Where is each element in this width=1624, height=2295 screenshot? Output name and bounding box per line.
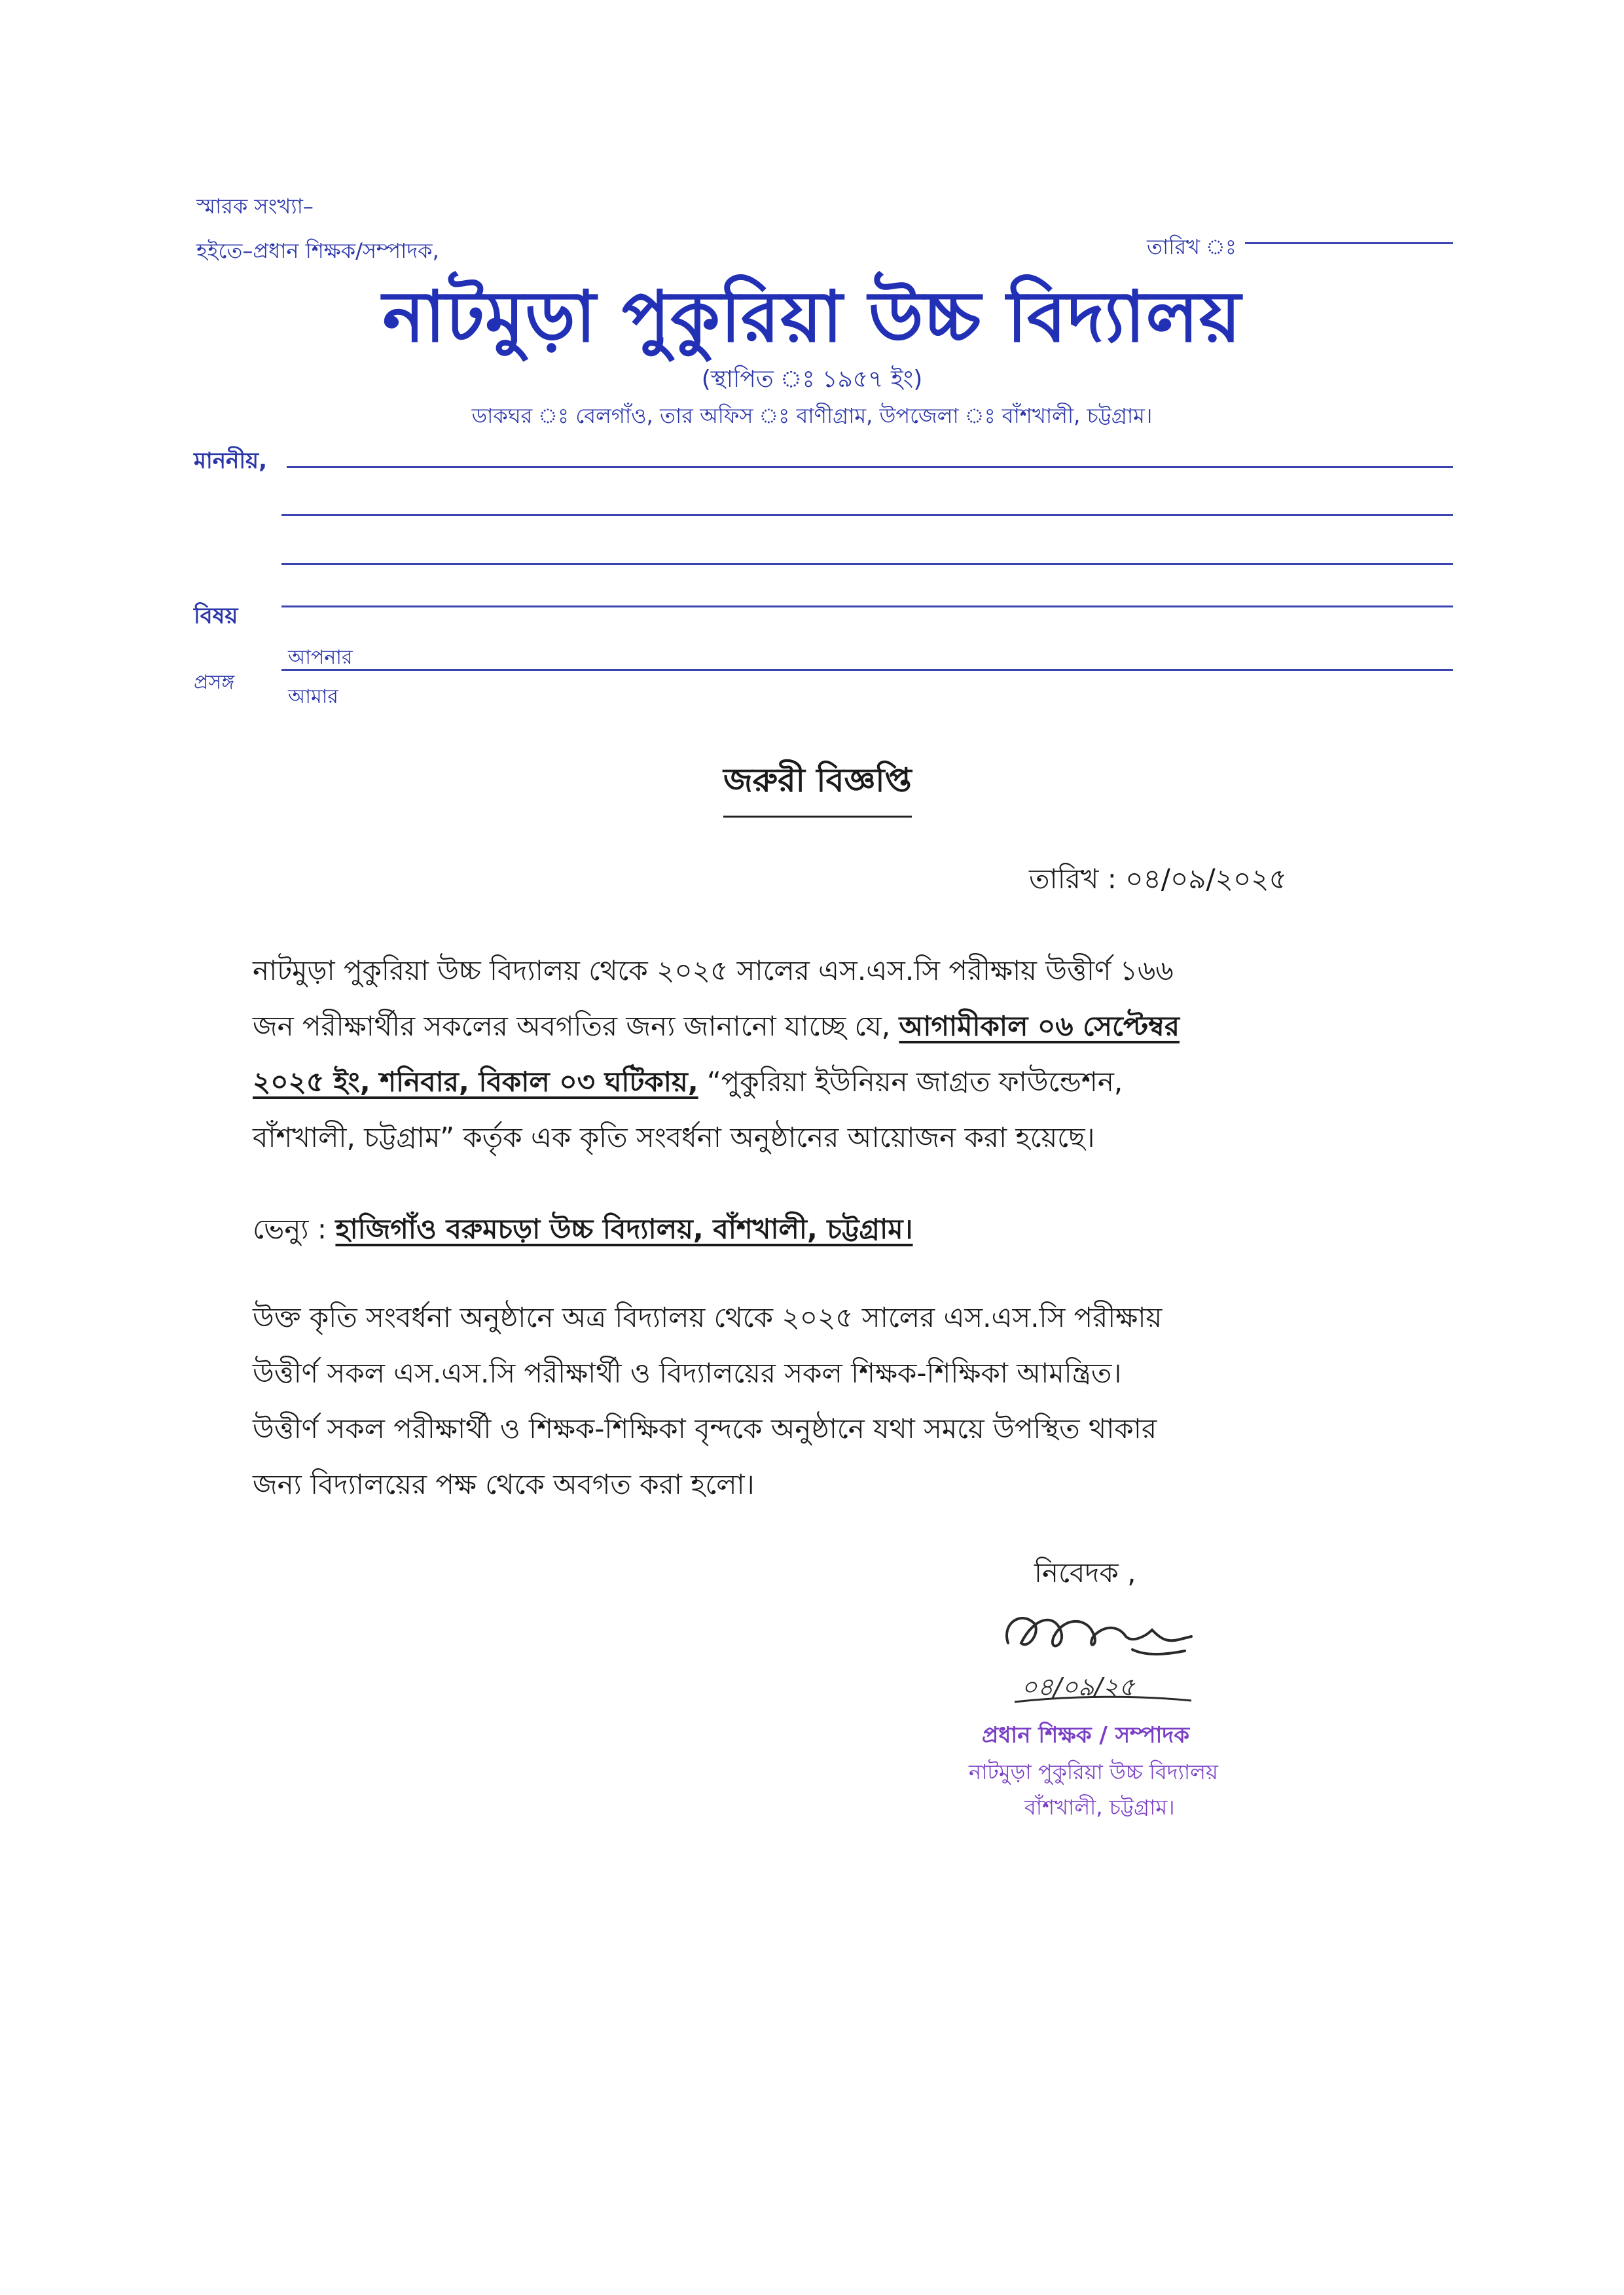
paragraph-line: বাঁশখালী, চট্টগ্রাম” কর্তৃক এক কৃতি সংবর্ধনা অনুষ্ঠানের আয়োজন করা হয়েছে। [253, 1121, 1095, 1153]
notice-title: জরুরী বিজ্ঞপ্তি [723, 756, 912, 818]
paragraph-line [253, 1005, 1180, 1051]
reference-mine-label: আমার [288, 685, 338, 708]
school-name: নাটমুড়া পুকুরিয়া উচ্চ বিদ্যালয় [382, 276, 1242, 358]
subject-line [281, 605, 1453, 607]
paragraph-line [253, 1060, 1123, 1107]
signatory-place: বাঁশখালী, চট্টগ্রাম। [1024, 1795, 1175, 1820]
recipient-line [281, 514, 1453, 516]
paragraph-line: নাটমুড়া পুকুরিয়া উচ্চ বিদ্যালয় থেকে ২০২৫ সালের এস.এস.সি পরীক্ষায় উত্তীর্ণ ১৬৬ [253, 954, 1174, 986]
date-blank-line [1245, 242, 1453, 244]
recipient-line [281, 563, 1453, 565]
handwritten-signature [995, 1597, 1231, 1715]
venue-label: ভেন্যু : [253, 1213, 336, 1245]
closing-text: নিবেদক , [1034, 1557, 1136, 1589]
subject-label: বিষয় [194, 603, 238, 629]
signature-date: ০৪/০৯/২৫ [1021, 1672, 1135, 1701]
paragraph-text: “পুকুরিয়া ইউনিয়ন জাগ্রত ফাউন্ডেশন, [698, 1066, 1123, 1098]
date-label: তারিখ ঃ [1147, 234, 1236, 259]
event-date-highlight: আগামীকাল ০৬ সেপ্টেম্বর [899, 1010, 1180, 1042]
school-address: ডাকঘর ঃ বেলগাঁও, তার অফিস ঃ বাণীগ্রাম, উপজেলা ঃ বাঁশখালী, চট্টগ্রাম। [471, 403, 1153, 428]
paragraph-line: জন্য বিদ্যালয়ের পক্ষ থেকে অবগত করা হলো। [253, 1468, 755, 1500]
event-time-highlight: ২০২৫ ইং, শনিবার, বিকাল ০৩ ঘটিকায়, [253, 1066, 698, 1098]
established-year: (স্থাপিত ঃ ১৯৫৭ ইং) [701, 366, 923, 393]
signatory-title: প্রধান শিক্ষক / সম্পাদক [982, 1722, 1190, 1748]
paragraph-line: উত্তীর্ণ সকল পরীক্ষার্থী ও শিক্ষক-শিক্ষিকা বৃন্দকে অনুষ্ঠানে যথা সময়ে উপস্থিত থাকার [253, 1413, 1157, 1445]
reference-line [281, 669, 1453, 671]
paragraph-text: জন পরীক্ষার্থীর সকলের অবগতির জন্য জানানো যাচ্ছে যে, [253, 1010, 899, 1042]
reference-yours-label: আপনার [288, 646, 353, 669]
recipient-line [287, 466, 1453, 468]
recipient-label: মাননীয়, [194, 448, 267, 474]
notice-date: তারিখ : ০৪/০৯/২০২৫ [1029, 863, 1287, 895]
from-label: হইতে–প্রধান শিক্ষক/সম্পাদক, [196, 238, 439, 263]
paragraph-line: উক্ত কৃতি সংবর্ধনা অনুষ্ঠানে অত্র বিদ্যালয় থেকে ২০২৫ সালের এস.এস.সি পরীক্ষায় [253, 1301, 1163, 1333]
reference-label: প্রসঙ্গ [194, 671, 235, 694]
paragraph-line: উত্তীর্ণ সকল এস.এস.সি পরীক্ষার্থী ও বিদ্যালয়ের সকল শিক্ষক-শিক্ষিকা আমন্ত্রিত। [253, 1357, 1122, 1389]
memo-number-label: স্মারক সংখ্যা– [196, 194, 314, 219]
signatory-school: নাটমুড়া পুকুরিয়া উচ্চ বিদ্যালয় [969, 1760, 1218, 1784]
venue-name: হাজিগাঁও বরুমচড়া উচ্চ বিদ্যালয়, বাঁশখালী, চট্টগ্রাম। [335, 1213, 913, 1245]
venue-line [253, 1208, 913, 1254]
